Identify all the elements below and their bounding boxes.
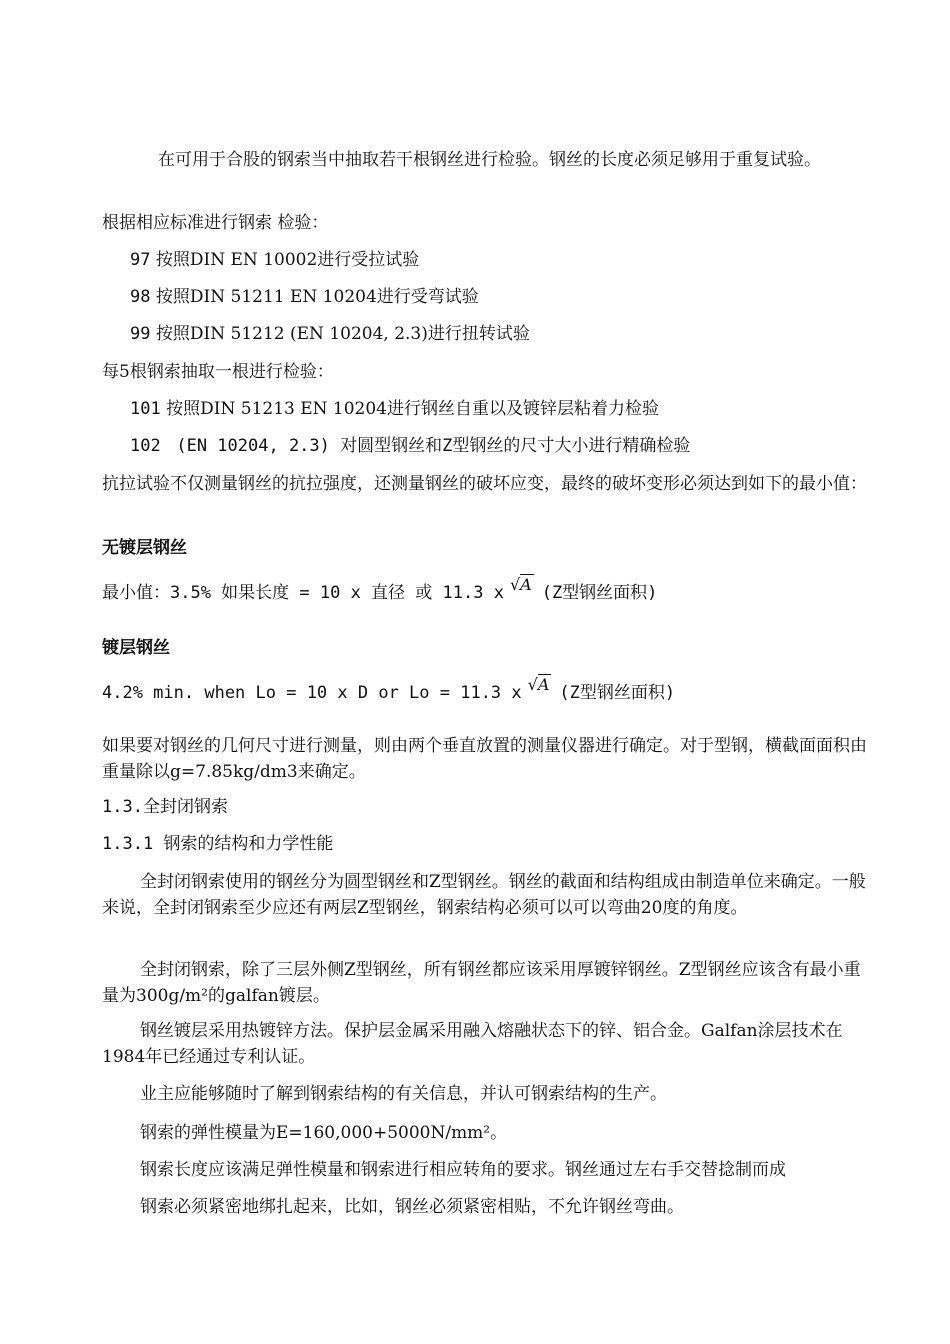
sqrt-symbol: √A [509, 575, 532, 594]
paragraph: 钢索的弹性模量为E=160,000+5000N/mm²。 [140, 1123, 508, 1143]
list-number: 97 [130, 250, 151, 270]
list-text: 按照DIN 51212 (EN 10204, 2.3)进行扭转试验 [155, 324, 530, 344]
list-text: 按照DIN EN 10002进行受拉试验 [155, 250, 420, 270]
uncoated-heading: 无镀层钢丝 [102, 538, 187, 558]
list-text: 按照DIN 51211 EN 10204进行受弯试验 [155, 287, 479, 307]
std-tests-intro: 根据相应标准进行钢索 检验： [102, 213, 329, 233]
formula-suffix: (Z型钢丝面积) [559, 683, 676, 703]
formula-prefix: 4.2% min. when Lo = 10 x D or Lo = 11.3 x [102, 683, 522, 703]
intro-paragraph: 在可用于合股的钢索当中抽取若干根钢丝进行检验。钢丝的长度必须足够用于重复试验。 [158, 150, 821, 170]
formula-prefix: 最小值：3.5% 如果长度 = 10 x 直径 或 11.3 x [102, 583, 504, 603]
list-item [130, 433, 690, 459]
paragraph: 全封闭钢索，除了三层外侧Z型钢丝，所有钢丝都应该采用厚镀锌钢丝。Z型钢丝应该含有最小重量为300g/m²的galfan镀层。 [102, 960, 861, 1006]
list-item [130, 396, 659, 422]
uncoated-formula [102, 575, 658, 606]
section-heading: 1.3.全封闭钢索 [102, 797, 228, 817]
list-number: 99 [130, 324, 151, 344]
paragraph: 全封闭钢索使用的钢丝分为圆型钢丝和Z型钢丝。钢丝的截面和结构组成由制造单位来确定。一般来说，全封闭钢索至少应还有两层Z型钢丝，钢索结构必须可以可以弯曲20度的角度。 [102, 872, 866, 918]
paragraph: 业主应能够随时了解到钢索结构的有关信息，并认可钢索结构的生产。 [140, 1084, 667, 1104]
list-item [130, 321, 530, 347]
sqrt-symbol: √A [527, 675, 550, 694]
list-number: 101 [130, 399, 161, 419]
coated-formula [102, 675, 676, 706]
list-item [130, 284, 479, 310]
subsection-heading: 1.3.1 钢索的结构和力学性能 [102, 834, 334, 854]
every5-intro: 每5根钢索抽取一根进行检验： [102, 362, 334, 382]
list-text: (EN 10204, 2.3) 对圆型钢丝和Z型钢丝的尺寸大小进行精确检验 [166, 436, 691, 456]
formula-suffix: (Z型钢丝面积) [541, 583, 658, 603]
paragraph: 钢丝镀层采用热镀锌方法。保护层金属采用融入熔融状态下的锌、铝合金。Galfan涂层技术在1984年已经通过专利认证。 [102, 1021, 843, 1067]
geometry-paragraph: 如果要对钢丝的几何尺寸进行测量，则由两个垂直放置的测量仪器进行确定。对于型钢，横截面面积由重量除以g=7.85kg/dm3来确定。 [102, 736, 867, 782]
paragraph: 钢索必须紧密地绑扎起来，比如，钢丝必须紧密相贴，不允许钢丝弯曲。 [140, 1197, 684, 1217]
coated-heading: 镀层钢丝 [102, 638, 170, 658]
list-text: 按照DIN 51213 EN 10204进行钢丝自重以及镀锌层粘着力检验 [166, 399, 659, 419]
list-number: 102 [130, 436, 161, 456]
tensile-paragraph: 抗拉试验不仅测量钢丝的抗拉强度，还测量钢丝的破坏应变，最终的破坏变形必须达到如下的最小值： [102, 474, 867, 494]
list-item [130, 247, 419, 273]
paragraph: 钢索长度应该满足弹性模量和钢索进行相应转角的要求。钢丝通过左右手交替捻制而成 [140, 1160, 786, 1180]
list-number: 98 [130, 287, 151, 307]
